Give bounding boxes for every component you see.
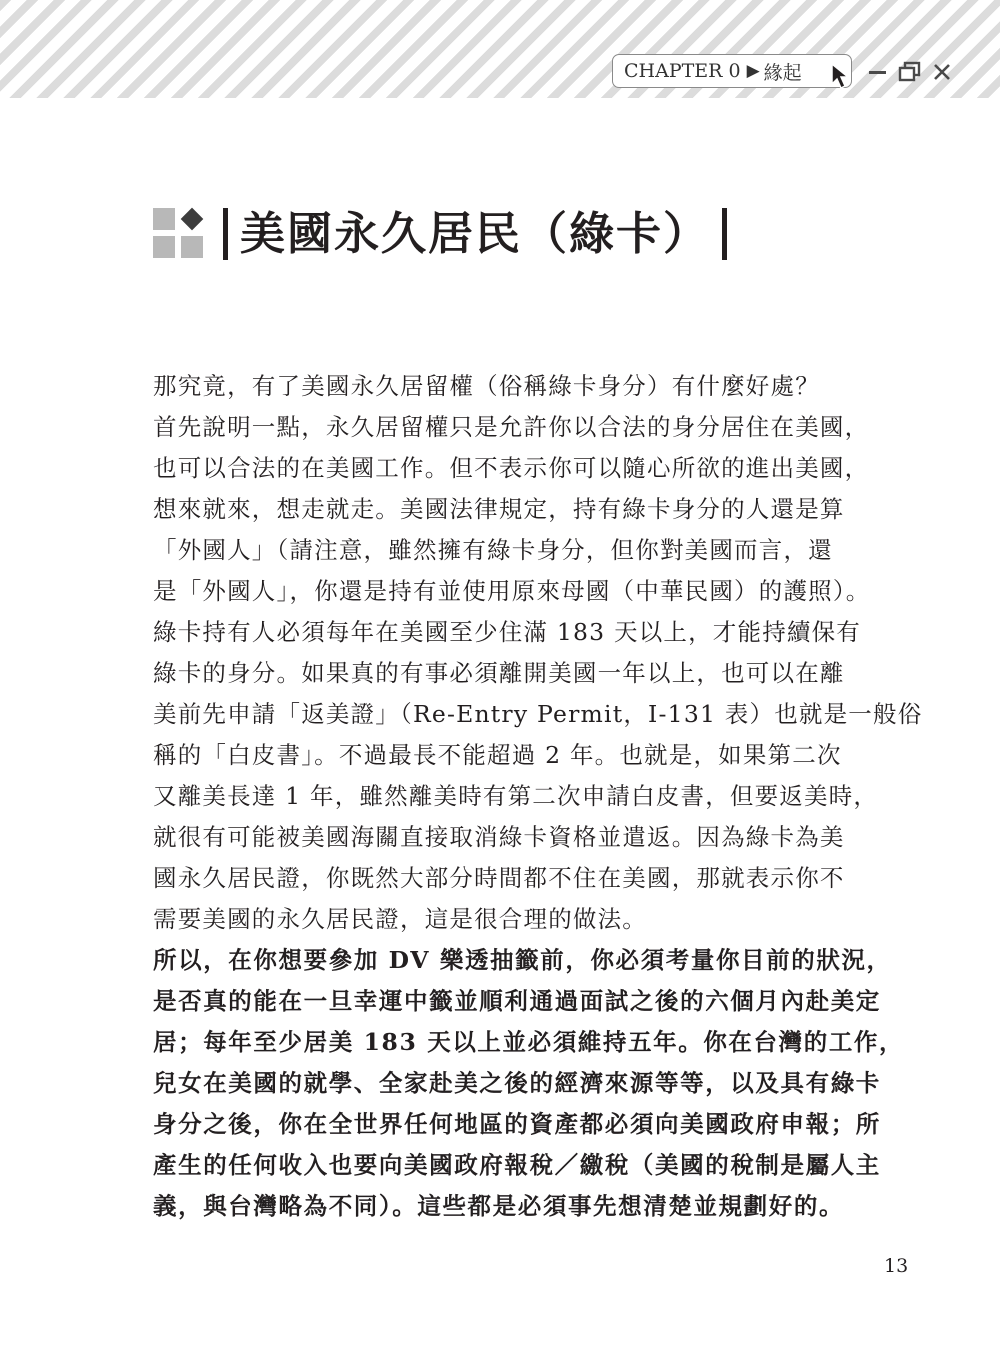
window-controls bbox=[868, 58, 958, 86]
minimize-icon[interactable] bbox=[868, 58, 888, 86]
title-left-bar bbox=[223, 208, 228, 260]
title-row bbox=[153, 205, 727, 263]
chapter-tab[interactable] bbox=[612, 54, 852, 88]
bold-text-line: 是否真的能在一旦幸運中籤並順利通過面試之後的六個月內赴美定 bbox=[153, 987, 881, 1015]
bold-text-line: 所以，在你想要參加 DV 樂透抽籤前，你必須考量你目前的狀況， bbox=[153, 946, 892, 974]
text-line: 又離美長達 1 年，雖然離美時有第二次申請白皮書，但要返美時， bbox=[153, 782, 879, 810]
text-line: 那究竟，有了美國永久居留權（俗稱綠卡身分）有什麼好處？ bbox=[153, 372, 820, 400]
chapter-title: 緣起 bbox=[763, 61, 802, 84]
page-title: 美國永久居民（綠卡） bbox=[240, 207, 711, 260]
title-right-bar bbox=[722, 208, 727, 260]
body-text bbox=[153, 366, 923, 1227]
text-line: 也可以合法的在美國工作。但不表示你可以隨心所欲的進出美國， bbox=[153, 454, 870, 482]
text-line: 稱的「白皮書」。不過最長不能超過 2 年。也就是，如果第二次 bbox=[153, 741, 842, 769]
restore-icon[interactable] bbox=[898, 58, 922, 86]
bold-text-line: 兒女在美國的就學、全家赴美之後的經濟來源等等，以及具有綠卡 bbox=[153, 1069, 881, 1097]
text-line: 是「外國人」，你還是持有並使用原來母國（中華民國）的護照）。 bbox=[153, 577, 871, 605]
page-number: 13 bbox=[884, 1255, 909, 1277]
bold-text-line: 身分之後，你在全世界任何地區的資產都必須向美國政府申報；所 bbox=[153, 1110, 881, 1138]
play-arrow-icon: ▶ bbox=[746, 61, 760, 81]
text-line: 美前先申請「返美證」（Re-Entry Permit，I-131 表）也就是一般俗 bbox=[153, 700, 923, 728]
text-line: 就很有可能被美國海關直接取消綠卡資格並遣返。因為綠卡為美 bbox=[153, 823, 845, 851]
title-decoration-icon bbox=[153, 208, 205, 260]
text-line: 首先說明一點，永久居留權只是允許你以合法的身分居住在美國， bbox=[153, 413, 870, 441]
bold-text-line: 義，與台灣略為不同）。這些都是必須事先想清楚並規劃好的。 bbox=[153, 1192, 845, 1220]
text-line: 綠卡的身分。如果真的有事必須離開美國一年以上，也可以在離 bbox=[153, 659, 845, 687]
bold-text-line: 產生的任何收入也要向美國政府報稅／繳稅（美國的稅制是屬人主 bbox=[153, 1151, 881, 1179]
text-line: 國永久居民證，你既然大部分時間都不住在美國，那就表示你不 bbox=[153, 864, 845, 892]
chapter-label: CHAPTER 0 bbox=[624, 60, 741, 82]
bold-text-line: 居；每年至少居美 183 天以上並必須維持五年。你在台灣的工作， bbox=[153, 1028, 905, 1056]
text-line: 想來就來，想走就走。美國法律規定，持有綠卡身分的人還是算 bbox=[153, 495, 845, 523]
close-icon[interactable] bbox=[932, 58, 952, 86]
text-line: 綠卡持有人必須每年在美國至少住滿 183 天以上，才能持續保有 bbox=[153, 618, 861, 646]
mouse-cursor-icon bbox=[830, 62, 852, 90]
text-line: 「外國人」（請注意，雖然擁有綠卡身分，但你對美國而言，還 bbox=[153, 536, 833, 564]
text-line: 需要美國的永久居民證，這是很合理的做法。 bbox=[153, 905, 647, 933]
